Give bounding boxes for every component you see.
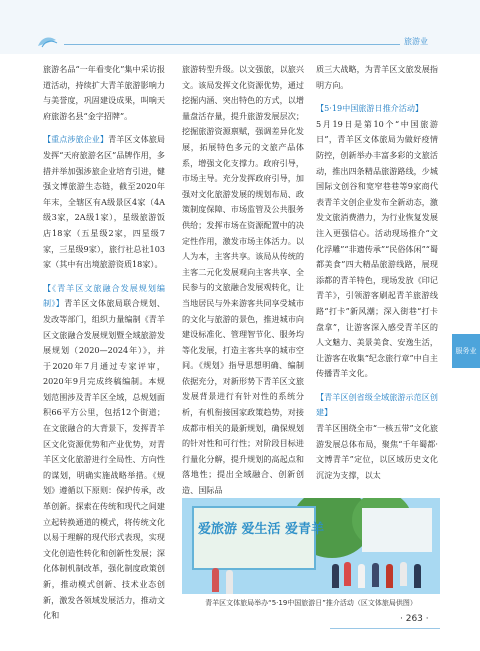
photo-person <box>226 570 233 594</box>
photo-person <box>372 563 379 587</box>
paragraph: 质三大战略，为青羊区文旅发展指明方向。 <box>316 64 438 90</box>
section-body: 青羊区文体旅局发挥“天府旅游名区”品牌作用，多措并举加强涉旅企业培育引进，健强文博旅游生态链，截至2020年年末，全辖区有A级景区4家（4A级3家，2A级1家），星级旅游饭店18家（五星级2家，四星级7家，三星级9家），旅行社总社103家（其中有出境旅游资质18家）。 <box>43 134 165 270</box>
footer-rule <box>330 628 440 629</box>
photo-banner <box>192 506 316 570</box>
leaf-deco-icon <box>36 34 58 48</box>
page-number: · 263 · <box>400 614 429 624</box>
text-column-2 <box>182 62 304 499</box>
event-photo <box>182 498 440 594</box>
text-column-3 <box>316 62 438 483</box>
photo-tent <box>362 508 432 552</box>
section-planning <box>43 281 165 624</box>
section-side-tab: 服务业 <box>452 334 480 368</box>
paragraph: 旅游转型升级。以文强旅，以旅兴文。该局发挥文化资源优势，通过挖掘内涵、突出特色的方式，以增量盘活存量，提升旅游发展层次；挖掘旅游资源禀赋，强调差异化发展，拓展特色多元的文旅产品体系，增强文化支撑力。政府引导，市场主导。充分发挥政府引导，加强对文化旅游发展的规划布局、政策制度保障、市场监管及公共服务供给；发挥市场在资源配置中的决定性作用，激发市场主体活力。以人为本，主客共享。该局从传统的主客二元化发展观向主客共享、全民参与的文旅融合发展观转化，让当地居民与外来游客共同享受城市的文化与旅游的景色，推进城市向建设标准化、管理智节化、服务均等化发展，打造主客共享的城市空间。《规划》指导思想明确、编制依据充分，对新形势下青羊区文旅发展背景进行有针对性的系统分析，有机衔接国家政策趋势，对接成都市相关的最新规划，确保规划的针对性和可行性；对阶段目标进行量化分解，提升规划的高起点和落地性；提出全域融合、创新创造、国际品 <box>182 64 304 496</box>
text-column-1 <box>43 62 165 624</box>
header-rule <box>64 44 400 45</box>
section-title: 【青羊区创省级全域旅游示范区创建】 <box>316 391 438 418</box>
section-title: 【重点涉旅企业】 <box>43 134 109 145</box>
section-title: 【《青羊区文旅融合发展规划编制》】 <box>43 282 165 309</box>
header-title: 旅游业 <box>404 37 428 46</box>
section-body: 青羊区围绕全市“一核五带”文化旅游发展总体布局，聚焦“千年蜀都·文博青羊”定位，以区域历史文化沉淀为支撑，以太 <box>316 423 438 480</box>
section-body: 青羊区文体旅局联合规划、发改等部门，组织力量编制《青羊区文旅融合发展规划暨全域旅游发展规划（2020—2024年）》，并于2020年7月通过专家评审，2020年9月完成终稿编制。本规划范围涉及青羊区全域，总规划面积66平方公里，包括12个街道；在文旅融合的大背景下，发挥青羊区文化资源优势和产业优势，对青羊区文化旅游进行全局性、方向性的谋划，明确实施战略举措。《规划》遵循以下原则：保护传承，改革创新。探索在传统和现代之间建立起转换通道的模式，将传统文化以易于理解的现代形式表现，实现文化创造性转化和创新性发展；深化体制机制改革，强化制度政策创新，推动模式创新、技术业态创新，激发各领域发展活力，推动文化和 <box>43 298 165 621</box>
photo-person <box>386 564 393 588</box>
photo-person <box>332 564 339 588</box>
photo-caption: 青羊区文体旅局举办“5·19中国旅游日”推介活动（区文体旅局供图） <box>205 599 417 607</box>
section-title: 【5·19中国旅游日推介活动】 <box>316 103 424 114</box>
photo-banner-text: 爱旅游 爱生活 爱青羊 <box>198 522 325 537</box>
photo-person <box>344 562 351 586</box>
photo-person <box>358 564 365 588</box>
photo-person <box>414 564 421 588</box>
section-body: 5月19日是第10个“中国旅游日”，青羊区文体旅局为做好疫情防控，创新举办丰富多彩的文旅活动，推出四条精品旅游路线，少城国际文创谷和宽窄巷巷等9家商代表青羊文创企业发布全新动态，激发文旅消费潜力，为行业恢复发展注入更强信心。活动现场推介“文化浮雕”“非遗传承”“民俗体闲”“蜀都美食”四大精品旅游线路，展现添都的青羊特色，现场发放《印记青羊》，引领游客刷起青羊旅游线路“打卡”新风潮；深入街巷“打卡盘拿”，让游客深入感受青羊区的人文魅力、美景美食、安逸生活，让游客在收集“纪念旅行章”中自主传播青羊文化。 <box>316 118 438 379</box>
photo-person <box>212 568 219 592</box>
section-key-enterprises <box>43 132 165 272</box>
photo-person <box>400 562 407 586</box>
paragraph: 旅游名品“一年看变化”集中采访报道活动，持续扩大青羊旅游影响力与美誉度，巩固建设成果，叫响天府旅游名县“金字招牌”。 <box>43 64 165 121</box>
